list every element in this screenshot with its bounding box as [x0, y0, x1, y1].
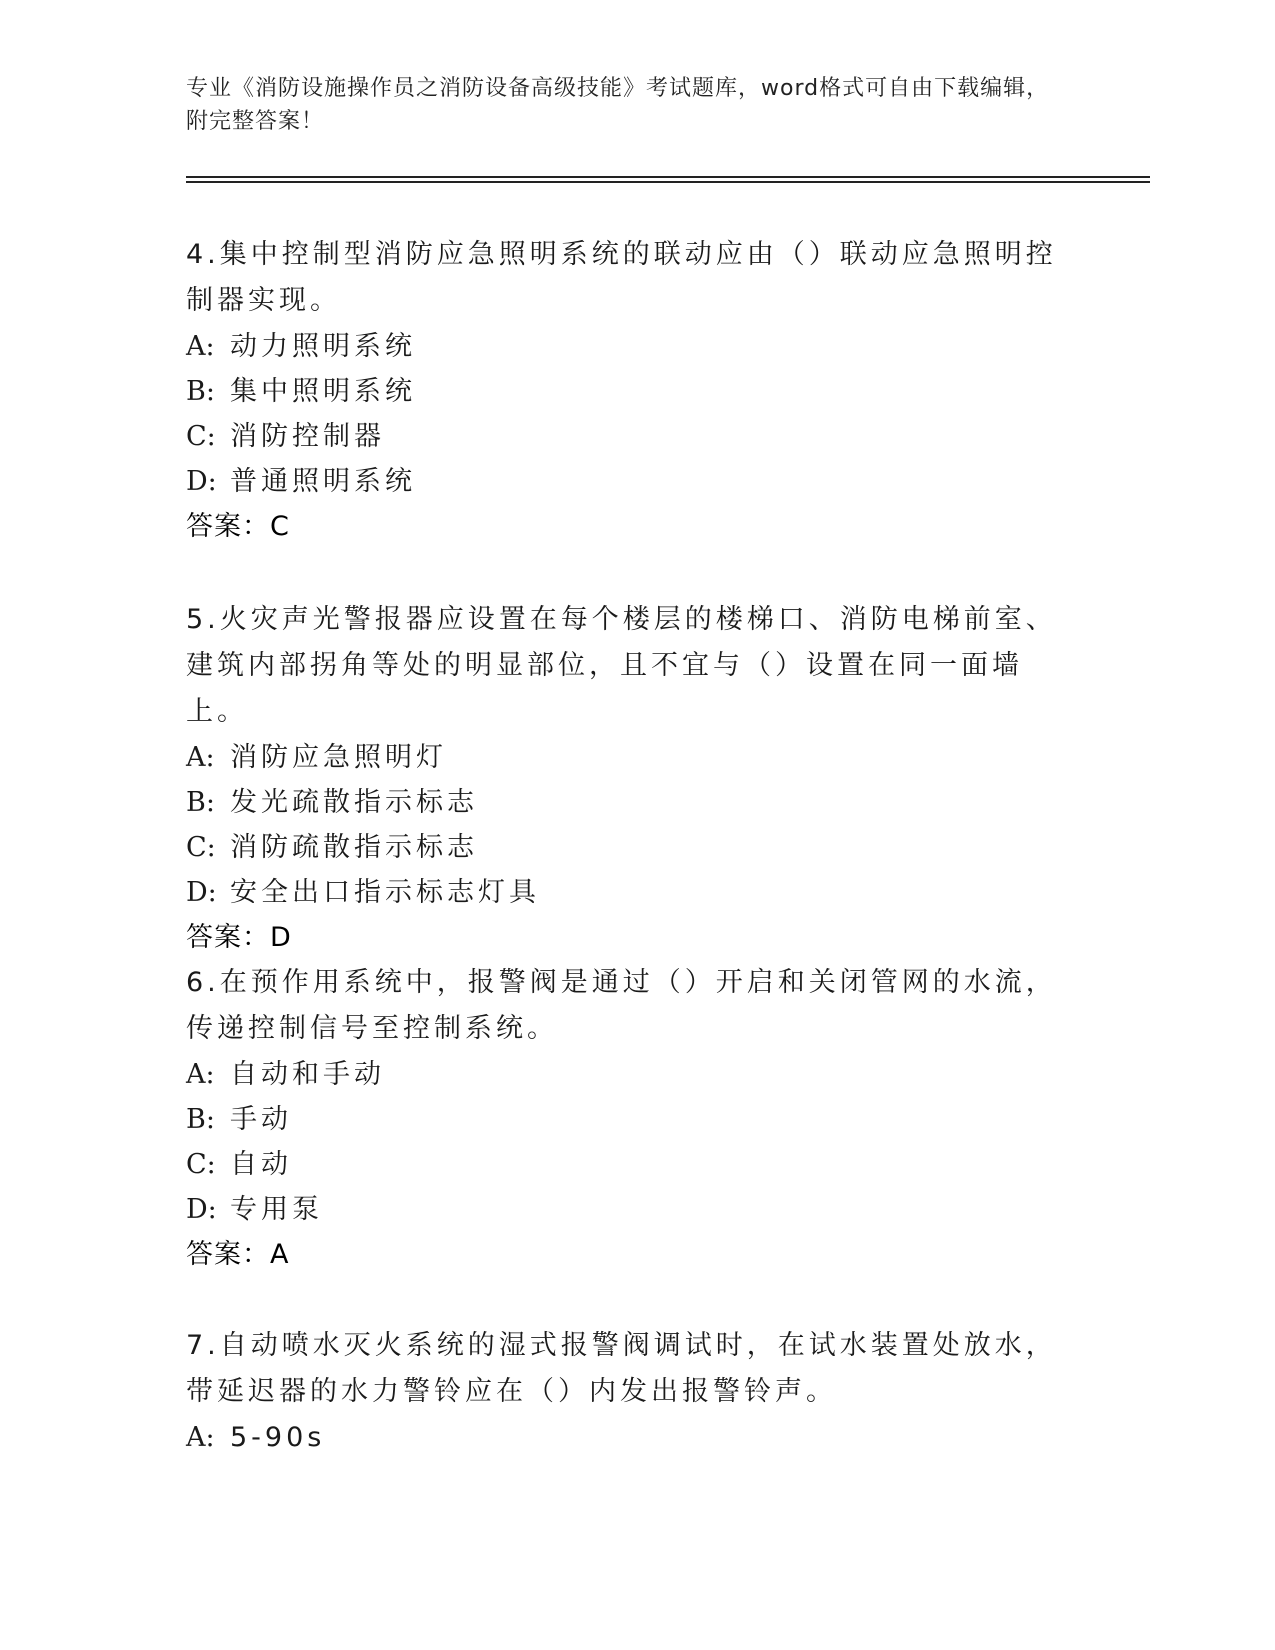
question-text: 5.火灾声光警报器应设置在每个楼层的楼梯口、消防电梯前室、建筑内部拐角等处的明显部位，且不宜与（）设置在同一面墙上。: [186, 604, 1057, 727]
option-b: [186, 780, 1066, 825]
header-divider-top: [186, 176, 1150, 178]
option-key: A:: [186, 331, 215, 362]
option-a: [186, 324, 1066, 369]
option-text: 集中照明系统: [230, 376, 416, 407]
option-d: [186, 870, 1066, 915]
option-a: [186, 1052, 1066, 1097]
option-key: C:: [186, 832, 216, 863]
question-4: [186, 232, 1066, 550]
option-key: B:: [186, 1104, 215, 1135]
option-key: D:: [186, 1194, 217, 1225]
question-text: 6.在预作用系统中，报警阀是通过（）开启和关闭管网的水流，传递控制信号至控制系统。: [186, 967, 1057, 1044]
option-text: 专用泵: [230, 1194, 323, 1225]
question-7: [186, 1323, 1066, 1460]
question-6: [186, 960, 1066, 1278]
question-text: 7.自动喷水灭火系统的湿式报警阀调试时，在试水装置处放水，带延迟器的水力警铃应在（）内发出报警铃声。: [186, 1330, 1057, 1407]
option-text: 消防应急照明灯: [230, 742, 447, 773]
option-text: 5-90s: [230, 1422, 326, 1453]
option-a: [186, 735, 1066, 780]
option-c: [186, 825, 1066, 870]
header-divider-bottom: [186, 181, 1150, 183]
option-key: D:: [186, 466, 217, 497]
option-text: 动力照明系统: [230, 331, 416, 362]
option-text: 手动: [230, 1104, 292, 1135]
document-header-note: 专业《消防设施操作员之消防设备高级技能》考试题库，word格式可自由下载编辑，附完整答案！: [186, 76, 1050, 134]
option-key: A:: [186, 1422, 215, 1453]
option-text: 自动: [230, 1149, 292, 1180]
option-key: D:: [186, 877, 217, 908]
option-text: 安全出口指示标志灯具: [230, 877, 540, 908]
option-key: C:: [186, 1149, 216, 1180]
option-c: [186, 1142, 1066, 1187]
answer-line: 答案：A: [186, 1239, 290, 1270]
option-text: 消防疏散指示标志: [230, 832, 478, 863]
question-text: 4.集中控制型消防应急照明系统的联动应由（）联动应急照明控制器实现。: [186, 239, 1057, 316]
option-c: [186, 414, 1066, 459]
answer-line: 答案：D: [186, 922, 292, 953]
option-text: 普通照明系统: [230, 466, 416, 497]
option-key: C:: [186, 421, 216, 452]
option-text: 消防控制器: [230, 421, 385, 452]
option-b: [186, 369, 1066, 414]
question-5: [186, 597, 1066, 961]
option-d: [186, 1187, 1066, 1232]
option-key: A:: [186, 1059, 215, 1090]
option-text: 自动和手动: [230, 1059, 385, 1090]
option-text: 发光疏散指示标志: [230, 787, 478, 818]
option-a: [186, 1415, 1066, 1460]
option-key: B:: [186, 376, 215, 407]
option-key: B:: [186, 787, 215, 818]
option-b: [186, 1097, 1066, 1142]
option-d: [186, 459, 1066, 504]
option-key: A:: [186, 742, 215, 773]
answer-line: 答案：C: [186, 511, 290, 542]
